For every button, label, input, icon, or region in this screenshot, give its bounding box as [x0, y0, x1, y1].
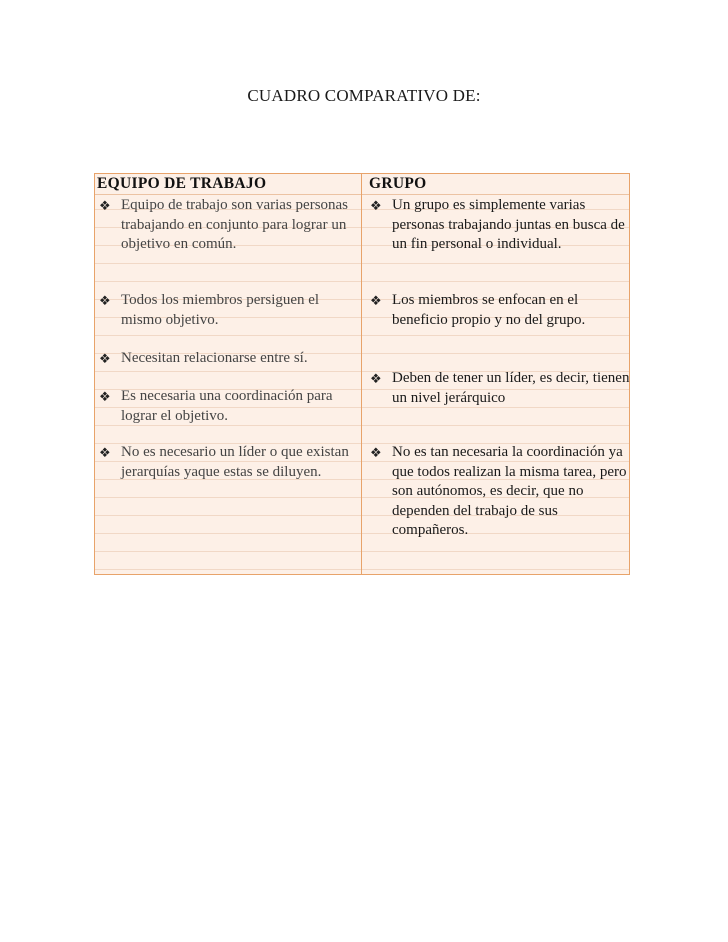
column-grupo [362, 174, 629, 574]
list-item [99, 443, 359, 482]
diamond-bullet-icon: ❖ [370, 198, 382, 213]
diamond-bullet-icon: ❖ [99, 293, 111, 308]
list-item-text: Es necesaria una coordinación para lograr el objetivo. [121, 388, 333, 424]
diamond-bullet-icon: ❖ [99, 445, 111, 460]
list-item [370, 369, 630, 408]
list-item-text: Todos los miembros persiguen el mismo objetivo. [121, 292, 320, 328]
list-item-text: Deben de tener un líder, es decir, tienen un nivel jerárquico [392, 370, 630, 406]
list-item [370, 291, 630, 330]
column-equipo-de-trabajo [95, 174, 362, 574]
list-item-text: Los miembros se enfocan en el beneficio propio y no del grupo. [392, 292, 586, 328]
list-item-text: Un grupo es simplemente varias personas trabajando juntas en busca de un fin personal o individual. [392, 197, 625, 253]
list-item [370, 196, 630, 255]
list-item-text: Necesitan relacionarse entre sí. [121, 350, 308, 366]
list-item [99, 291, 359, 330]
list-item-text: No es necesario un líder o que existan jerarquías yaque estas se diluyen. [121, 444, 349, 480]
list-item [370, 443, 630, 541]
diamond-bullet-icon: ❖ [370, 445, 382, 460]
diamond-bullet-icon: ❖ [370, 371, 382, 386]
diamond-bullet-icon: ❖ [99, 198, 111, 213]
list-item [99, 196, 359, 255]
list-item [99, 349, 359, 369]
diamond-bullet-icon: ❖ [370, 293, 382, 308]
column-header-grupo: GRUPO [362, 174, 629, 195]
list-item [99, 387, 359, 426]
list-item-text: Equipo de trabajo son varias personas trabajando en conjunto para lograr un objetivo en común. [121, 197, 349, 253]
diamond-bullet-icon: ❖ [99, 389, 111, 404]
list-item-text: No es tan necesaria la coordinación ya que todos realizan la misma tarea, pero son autónomos, es decir, que no dependen del trabajo de sus compañeros. [392, 444, 627, 539]
column-header-equipo-de-trabajo: EQUIPO DE TRABAJO [95, 174, 361, 195]
diamond-bullet-icon: ❖ [99, 351, 111, 366]
document-title: CUADRO COMPARATIVO DE: [247, 86, 481, 105]
comparison-table [94, 173, 630, 575]
